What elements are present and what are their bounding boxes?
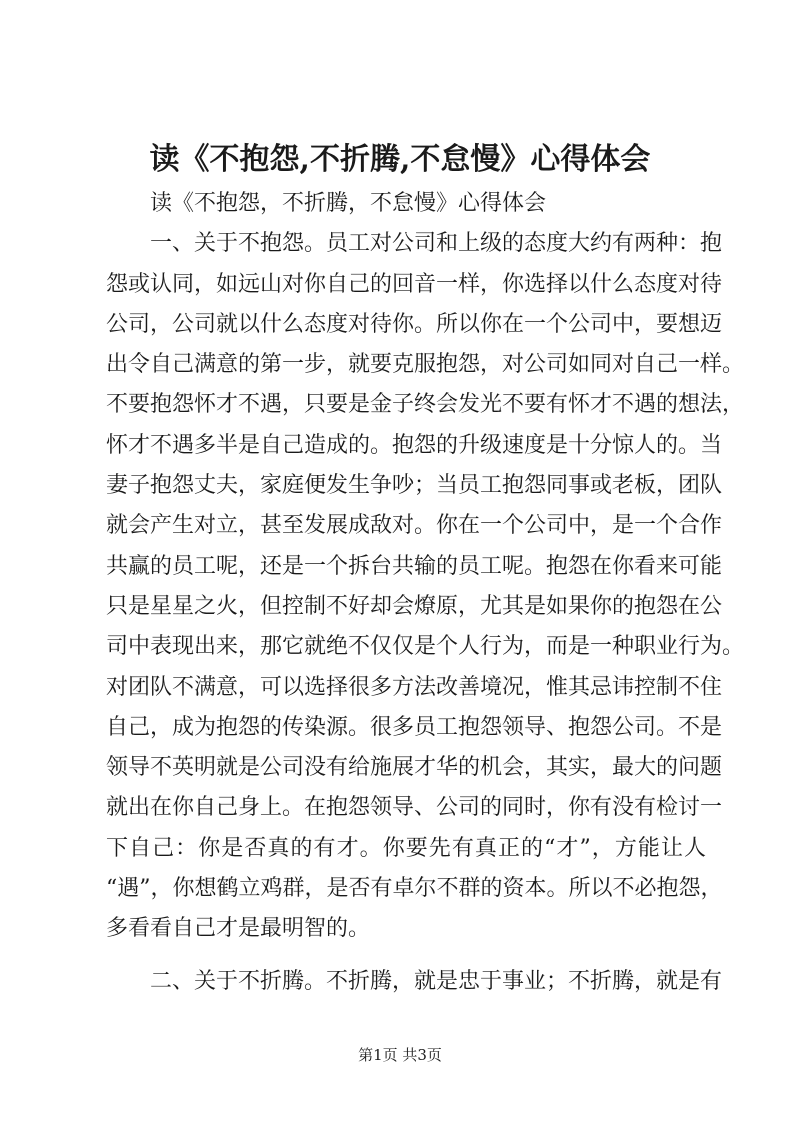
paragraph-line: 出令自己满意的第一步，就要克服抱怨，对公司如同对自己一样。 <box>106 352 745 378</box>
paragraph-line: 多看看自己才是最明智的。 <box>106 916 371 942</box>
paragraph-line: 一、关于不抱怨。员工对公司和上级的态度大约有两种：抱 <box>150 231 723 257</box>
paragraph-line: 公司，公司就以什么态度对待你。所以你在一个公司中，要想迈 <box>106 311 723 337</box>
paragraph-line: 对团队不满意，可以选择很多方法改善境况，惟其忌讳控制不住 <box>106 674 723 700</box>
paragraph-line: 妻子抱怨丈夫，家庭便发生争吵；当员工抱怨同事或老板，团队 <box>106 473 723 499</box>
paragraph-line: 领导不英明就是公司没有给施展才华的机会，其实，最大的问题 <box>106 755 723 781</box>
paragraph-line: “遇”，你想鹤立鸡群，是否有卓尔不群的资本。所以不必抱怨， <box>106 876 723 902</box>
paragraph-line: 不要抱怨怀才不遇，只要是金子终会发光不要有怀才不遇的想法， <box>106 392 745 418</box>
paragraph-line: 共赢的员工呢，还是一个拆台共输的员工呢。抱怨在你看来可能 <box>106 553 723 579</box>
paragraph-line: 怀才不遇多半是自己造成的。抱怨的升级速度是十分惊人的。当 <box>106 432 723 458</box>
paragraph-line: 就会产生对立，甚至发展成敌对。你在一个公司中，是一个合作 <box>106 513 723 539</box>
paragraph-line: 就出在你自己身上。在抱怨领导、公司的同时，你有没有检讨一 <box>106 795 723 821</box>
paragraph-heading-line: 读《不抱怨，不折腾，不怠慢》心得体会 <box>150 191 547 216</box>
paragraph-line: 司中表现出来，那它就绝不仅仅是个人行为，而是一种职业行为。 <box>106 634 745 660</box>
paragraph-line: 只是星星之火，但控制不好却会燎原，尤其是如果你的抱怨在公 <box>106 593 723 619</box>
paragraph-line: 自己，成为抱怨的传染源。很多员工抱怨领导、抱怨公司。不是 <box>106 714 723 740</box>
paragraph-gap <box>106 950 706 962</box>
paragraph-line: 二、关于不折腾。不折腾，就是忠于事业；不折腾，就是有 <box>150 968 723 994</box>
document-body <box>106 184 745 1002</box>
paragraph-line: 怨或认同，如远山对你自己的回音一样，你选择以什么态度对待 <box>106 271 723 297</box>
paragraph-line: 下自己：你是否真的有才。你要先有真正的“才”，方能让人 <box>106 835 706 861</box>
page-footer: 第1页 共3页 <box>358 1046 442 1064</box>
document-title: 读《不抱怨,不折腾,不怠慢》心得体会 <box>149 142 651 177</box>
